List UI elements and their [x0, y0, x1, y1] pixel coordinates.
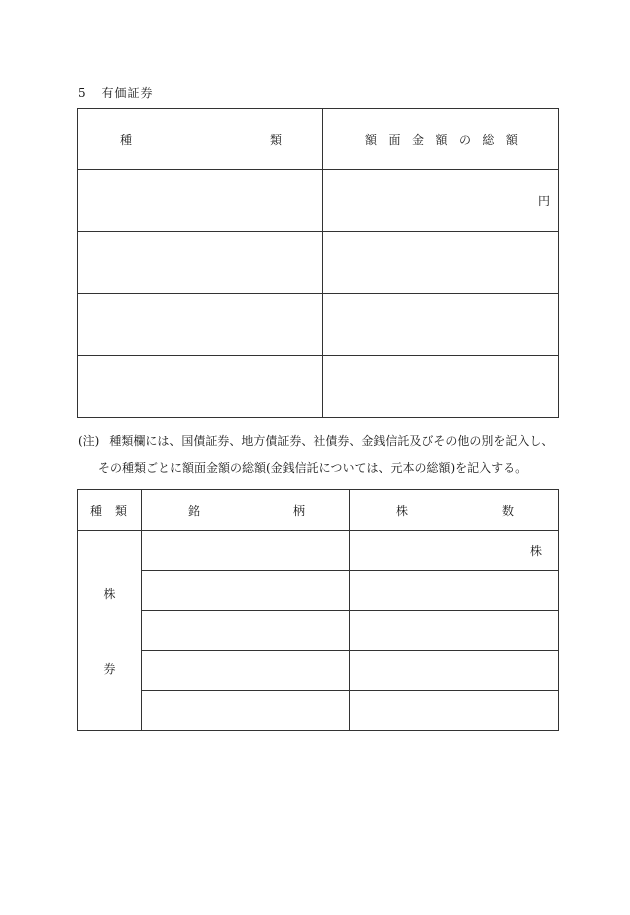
brand-header-char: 銘: [188, 503, 201, 518]
kind-cell[interactable]: [78, 232, 323, 294]
table-row: [78, 170, 559, 232]
table-header-row: [78, 109, 559, 170]
stock-table: [77, 489, 559, 731]
table-row: [78, 691, 559, 731]
table-row: [78, 611, 559, 651]
brand-header: [142, 490, 350, 531]
table-row: [78, 294, 559, 356]
brand-cell[interactable]: [142, 691, 350, 731]
amount-header-char: 額: [365, 132, 378, 147]
table-row: [78, 531, 559, 571]
shares-header: [350, 490, 559, 531]
table-row: [78, 571, 559, 611]
kind-cell[interactable]: [78, 170, 323, 232]
amount-cell[interactable]: [323, 356, 559, 418]
table-row: [78, 232, 559, 294]
yen-unit: 円: [537, 194, 550, 208]
amount-header-char: の: [458, 132, 471, 147]
brand-cell[interactable]: [142, 611, 350, 651]
amount-header-char: 総: [482, 132, 495, 147]
securities-amount-table: [77, 108, 559, 418]
section-heading: [78, 84, 153, 101]
kind-header-char: 種: [90, 503, 103, 518]
amount-cell[interactable]: [323, 294, 559, 356]
stock-kind-char: 株: [103, 586, 116, 601]
amount-header-char: 額: [505, 132, 518, 147]
table-row: [78, 651, 559, 691]
brand-cell[interactable]: [142, 531, 350, 571]
section-title: 有価証券: [101, 86, 154, 100]
kind-header: [78, 109, 323, 170]
note-text-1: 種類欄には、国債証券、地方債証券、社債券、金銭信託及びその他の別を記入し、: [109, 434, 554, 448]
kind-cell[interactable]: [78, 294, 323, 356]
kind-cell[interactable]: [78, 356, 323, 418]
brand-cell[interactable]: [142, 571, 350, 611]
kind-header-char: 類: [114, 503, 127, 518]
table-row: [78, 356, 559, 418]
amount-header-char: 金: [411, 132, 424, 147]
shares-unit: 株: [529, 544, 542, 558]
shares-cell[interactable]: [350, 571, 559, 611]
table-header-row: [78, 490, 559, 531]
shares-cell[interactable]: [350, 651, 559, 691]
kind-header-char: 類: [269, 132, 282, 147]
shares-header-char: 株: [396, 503, 409, 518]
amount-header: [323, 109, 559, 170]
kind-header-char: 種: [120, 132, 133, 147]
section-number: 5: [78, 86, 87, 100]
stock-kind-cell: [78, 531, 142, 731]
amount-header-char: 面: [388, 132, 401, 147]
amount-cell[interactable]: [323, 232, 559, 294]
shares-cell[interactable]: [350, 611, 559, 651]
kind-header: [78, 490, 142, 531]
brand-cell[interactable]: [142, 651, 350, 691]
shares-cell[interactable]: [350, 531, 559, 571]
shares-cell[interactable]: [350, 691, 559, 731]
note-text-2: その種類ごとに額面金額の総額(金銭信託については、元本の総額)を記入する。: [98, 461, 528, 475]
note-line-2: [98, 462, 527, 474]
brand-header-char: 柄: [292, 503, 305, 518]
stock-kind-char: 券: [103, 661, 116, 676]
note-label: (注): [78, 434, 100, 448]
amount-cell[interactable]: [323, 170, 559, 232]
note-line-1: [78, 435, 553, 447]
shares-header-char: 数: [501, 503, 514, 518]
amount-header-char: 額: [435, 132, 448, 147]
